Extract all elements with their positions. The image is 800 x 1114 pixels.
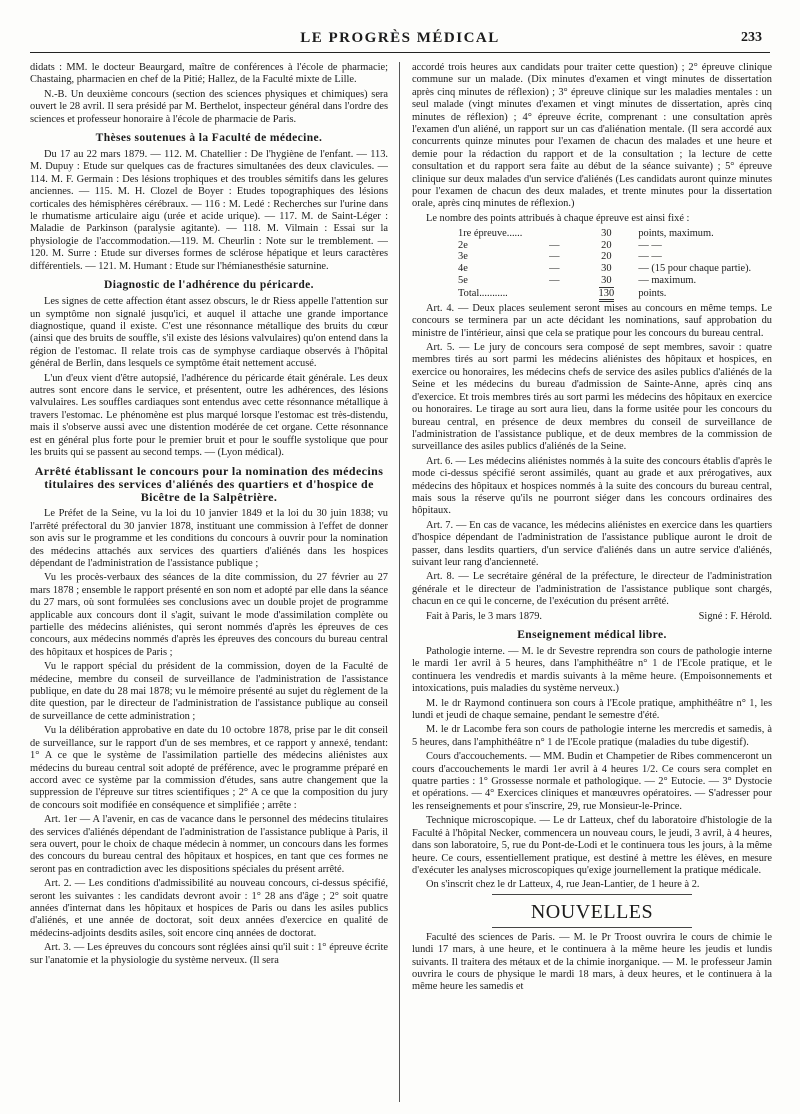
total-value: 130 [599,287,615,302]
section-heading-theses: Thèses soutenues à la Faculté de médecine. [95,132,323,145]
points-value: 30 [601,263,612,275]
section-heading-arrete: Arrêté établissant le concours pour la nomination des médecins titulaires des services d'aliénés des quartiers et d'hospice de Bicêtre de la Salpêtrière. [34,464,384,505]
paragraph: Le Préfet de la Seine, vu la loi du 10 janvier 1849 et la loi du 30 juin 1838; vu l'arrêté préfectoral du 30 janvier 1878, instituant une commission à l'effet de donner son avis sur le programme et les conditions du concours à ouvrir pour la nomination des médecins attachés aux services des quartiers d'aliénés dans les hospices dépendant de l'administration de l'assistance publique ; [30,508,388,569]
points-value: 20 [601,239,612,251]
paragraph: Technique microscopique. — Le dr Latteux, chef du laboratoire d'histologie de la Faculté à l'hôpital Necker, commencera un nouveau cours, le jeudi, 3 avril, à 4 heures, dans son laboratoire, 5, rue du Pont-de-Lodi et le continuera tous les jours, à la même heure. Ce cours, essentiellement pratique, est destiné à mettre les élèves, en mesure d'exécuter les analyses microscopiques qu'exige journellement la pratique médicale. [412,815,772,876]
paragraph: Le nombre des points attribués à chaque épreuve est ainsi fixé : [426,212,690,224]
paragraph: Vu le rapport spécial du président de la commission, doyen de la Faculté de médecine, membre du conseil de surveillance de l'administration de l'assistance publique, en date du 28 mai 1878; vu le mémoire présenté au sujet du règlement de la dite question, par le directeur de l'administration de l'assistance publique au conseil de surveillance de cette administration ; [30,661,388,722]
points-row [452,228,757,240]
points-row [452,251,757,263]
points-note: — — [638,239,662,251]
section-heading-nouvelles: NOUVELLES [530,900,654,923]
signature: Signé : F. Hérold. [698,610,772,622]
paragraph: Art. 1er — A l'avenir, en cas de vacance dans le personnel des médecins titulaires des services d'aliénés dépendant de l'administration de l'assistance publique à Paris, il sera ouvert, pour le choix de chaque médecin à nommer, un concours dans les formes des concours du bureau central des hôpitaux et hospices, en tant que ces formes ne seront pas en contradiction avec les dispositions spéciales du présent arrêté. [30,814,388,875]
points-dash [528,228,580,240]
paragraph: Faculté des sciences de Paris. — M. le Pr Troost ouvrira le cours de chimie le lundi 17 mars, à une heure, et le continuera à la même heure les jeudis et lundis suivants. Il traitera des métaux et de la chimie inorganique. — M. le professeur Jamin ouvrira le cours de physique le mardi 18 mars, à deux heures, et le continuera à la même heure les samedis et [412,931,772,993]
page-number: 233 [741,30,762,45]
points-label: 3e [458,251,468,263]
date-line: Fait à Paris, le 3 mars 1879. [426,610,543,622]
paragraph: Art. 5. — Le jury de concours sera composé de sept membres, savoir : quatre membres tirés au sort parmi les médecins aliénistes des hôpitaux et hospices, en exercice ou honoraires, les médecins chefs de service des asiles publics d'aliénés de la Seine et les médecins du bureau d'admission de Sainte-Anne, après cinq ans d'exercice. Et trois membres tirés au sort parmi les médecins des hôpitaux en exercice ou honoraires. Le tirage au sort aura lieu, dans la forme usitée pour les concours du bureau central, en présence de deux membres du conseil de surveillance de l'administration de l'assistance publique, et de deux membres de la commission de surveillance des asiles publics d'aliénés de la Seine. [412,342,772,453]
paragraph: didats : MM. le docteur Beaurgard, maître de conférences à l'école de pharmacie; Chastaing, pharmacien en chef de la Pitié; Hallez, de la Faculté mixte de Lille. [30,62,388,86]
paragraph: Art. 4. — Deux places seulement seront mises au concours en même temps. Le concours se terminera par un acte décidant les nominations, sauf approbation du ministre de l'intérieur, ainsi que cela se pratique pour les concours du bureau central. [412,302,772,339]
paragraph: N.-B. Un deuxième concours (section des sciences physiques et chimiques) sera ouvert le 28 avril. Il sera présidé par M. Berthelot, inspecteur général dans l'ordre des sciences et professeur honoraire à l'école de pharmacie de Paris. [30,88,388,125]
points-dash: — [549,263,560,275]
points-row [452,263,757,275]
paragraph: Art. 7. — En cas de vacance, les médecins aliénistes en exercice dans les quartiers d'hospice dépendant de l'administration de l'assistance publique auront le droit de passer, dans lesdits quartiers, d'un service d'aliénés dans un autre service d'aliénés, suivant leur rang d'ancienneté. [412,519,772,568]
paragraph: Vu les procès-verbaux des séances de la dite commission, du 27 février au 27 mars 1878 ; ensemble le rapport présenté en son nom et adopté par elle dans la séance du 27 mars, où sont formulées ses conclusions avec un double projet de programme applicable aux concours dont il s'agit, suivant le mode d'assimilation complète ou partielle des médecins aliénistes, qui seront nommés d'après les épreuves de ces concours, aux médecins nommés d'après les épreuves des concours du bureau central des hôpitaux et hospices de Paris ; [30,572,388,658]
paragraph: Art. 3. — Les épreuves du concours sont réglées ainsi qu'il suit : 1° épreuve écrite sur l'anatomie et la physiologie du système nerveux. (Il sera [30,942,388,966]
paragraph: Cours d'accouchements. — MM. Budin et Champetier de Ribes commenceront un cours d'accouchements le mardi 1er avril à 4 heures 1/2. Ce cours sera complet en quatre parties : 1° Grossesse normale et pathologique. — 2° Eutocie. — 3° Dystocie et opérations. — 4° Exercices cliniques et manœuvres opératoires. — S'adresser pour les renseignements et pour s'inscrire, 29, rue Monsieur-le-Prince. [412,751,772,812]
left-column [30,62,388,1102]
paragraph: Art. 6. — Les médecins aliénistes nommés à la suite des concours établis d'après le mode ci-dessus spécifié seront assimilés, quant au grade et aux prérogatives, aux médecins des hôpitaux et hospices nommés à la suite des concours du bureau central, mais sous la réserve qu'ils ne pourront siéger dans les concours ordinaires des hôpitaux. [412,455,772,517]
section-heading-enseignement: Enseignement médical libre. [517,629,667,641]
paragraph: Du 17 au 22 mars 1879. — 112. M. Chatellier : De l'hygiène de l'enfant. — 113. M. Dupuy : Etude sur quelques cas de fractures simultanées des deux clavicules. — 114. M. F. Germain : Des lésions trophiques et des troubles sémitifs dans les gelures anciennes. — 115. M. H. Clozel de Boyer : Etudes topographiques des lésions corticales des hémisphères cérébraux. — 116 : M. Ledé : Recherches sur l'urine dans le rhumatisme articulaire aigu (urée et acide urique). — 117. M. de Saint-Léger : Maladie de Parkinson (paralysie agitante). — 118. M. Vilmain : Essai sur la physiologie de l'accommodation.—119. M. Cheurlin : Note sur le tremblement. — 120. M. Surre : Etude sur diverses formes de sclérose hépatique et leurs caractères différentiels. — 121. M. Humant : Etude sur l'hémianesthésie saturnine. [30,149,388,272]
paragraph: accordé trois heures aux candidats pour traiter cette question) ; 2° épreuve clinique commune sur un malade. (Dix minutes d'examen et vingt minutes de dissertation après cinq minutes de réflexion) ; 3° épreuve clinique sur les maladies mentales : un seul malade (vingt minutes d'examen et vingt minutes de dissertation, après cinq minutes de réflexion) ; 4° épreuve écrite, comprenant : une consultation après l'examen d'un aliéné, un rapport sur un cas d'aliénation mentale. (Il sera accordé aux concurrents quinze minutes pour l'examen de chacun des malades et une heure et demie pour la rédaction du rapport et de la consultation ; la lecture de cette consultation et du rapport sera faite au début de la séance suivante) ; 5° épreuve clinique sur deux malades d'un service d'aliénés (Les candidats auront quinze minutes pour l'examen de chacun des deux malades, et trente minutes pour la dissertation orale, après cinq minutes de réflexion.) [412,62,772,210]
points-total-row [452,286,757,300]
section-heading-diagnostic: Diagnostic de l'adhérence du péricarde. [104,279,314,292]
points-label: 2e [458,239,468,251]
points-label: 1re épreuve...... [458,228,523,240]
paragraph: Vu la délibération approbative en date du 10 octobre 1878, prise par le dit conseil de surveillance, sur le rapport d'un de ses membres, et ce rapport y annexé, tendant: 1° A ce que le système de l'assimilation partielle des médecins aliénistes aux médecins du bureau central soit adopté de préférence, avec le programme préparé en accord avec ce système par la commission d'études, sans autre changement que la suppression de l'épreuve sur titres scientifiques ; 2° A ce que la composition du jury de concours soit modifiée en conséquence et simplifiée ; arrête : [30,725,388,811]
total-label: Total........... [458,288,508,300]
signature-line [412,611,772,623]
column-divider [399,62,400,1102]
points-label: 4e [458,263,468,275]
points-note: — (15 pour chaque partie). [638,263,752,275]
paragraph: Pathologie interne. — M. le dr Sevestre reprendra son cours de pathologie interne le mardi 1er avril à 5 heures, dans l'amphithéâtre n° 1 de l'Ecole pratique, et le continuera les vendredis et mardis suivants à la même heure. (Empoisonnements et intoxications, puis maladies du système nerveux.) [412,646,772,695]
points-note: points, maximum. [638,228,714,240]
total-unit: points. [638,288,667,300]
paragraph: L'un d'eux vient d'être autopsié, l'adhérence du péricarde était générale. Les deux autres sont encore dans le service, et présentent, outre les adhérences, des lésions valvulaires. Les souffles cardiaques sont entendus avec cette résonnance métallique à travers l'estomac. Le phénomène est plus marqué lorsque l'estomac est très-distendu, mais il s'observe aussi avec une distention modérée de cet organe. Cette résonnance est en général plus forte pour le premier bruit et pour le souffle systolique que pour les bruits qui se passent au second temps. — (Lyon médical). [30,372,388,458]
paragraph: M. le dr Lacombe fera son cours de pathologie interne les mercredis et samedis, à 5 heures, dans l'amphithéâtre n° 1 de l'Ecole pratique (maladies du tube digestif). [412,724,772,748]
separator-rule [492,894,692,895]
points-dash: — [549,274,560,286]
paragraph: Les signes de cette affection étant assez obscurs, le dr Riess appelle l'attention sur un symptôme non signalé jusqu'ici, et auquel il attache une grande importance diagnostique, quand il existe. C'est une résonnance métallique des bruits du cœur (ainsi que des bruits de souffle, s'il existe des lésions valvulaires) qu'on entend dans la région de l'estomac. Il relate trois cas de symphyse cardiaque observés à l'hôpital général de Berlin, dans lesquels ce symptôme était nettement accusé. [30,296,388,370]
page-header [30,30,770,53]
points-value: 30 [601,274,612,286]
points-value: 20 [601,251,612,263]
points-dash: — [549,239,560,251]
running-title: LE PROGRÈS MÉDICAL [300,30,500,46]
points-label: 5e [458,274,468,286]
points-note: — maximum. [638,274,697,286]
points-row [452,275,757,287]
paragraph: On s'inscrit chez le dr Latteux, 4, rue Jean-Lantier, de 1 heure à 2. [426,879,700,891]
points-dash: — [549,251,560,263]
paragraph: Art. 2. — Les conditions d'admissibilité au nouveau concours, ci-dessus spécifié, seront les suivantes : les candidats devront avoir : 1° 28 ans d'âge ; 2° soit quatre années d'internat dans les hôpitaux et hospices de Paris ou dans les asiles publics d'aliénés, et une année de doctorat, soit deux années d'exercice en qualité de médecins-adjoints desdits asiles, soit encore cinq années de doctorat. [30,878,388,939]
separator-rule [492,927,692,928]
paragraph: M. le dr Raymond continuera son cours à l'Ecole pratique, amphithéâtre n° 1, les lundi et jeudi de chaque semaine, pendant le semestre d'été. [412,697,772,722]
paragraph: Art. 8. — Le secrétaire général de la préfecture, le directeur de l'administration générale et le directeur de l'administration de l'assistance publique sont chargés, chacun en ce qui le concerne, de l'exécution du présent arrêté. [412,571,772,608]
points-table [452,228,757,300]
points-row [452,240,757,252]
points-note: — — [638,251,662,263]
points-value: 30 [601,228,612,240]
right-column [412,62,772,1102]
